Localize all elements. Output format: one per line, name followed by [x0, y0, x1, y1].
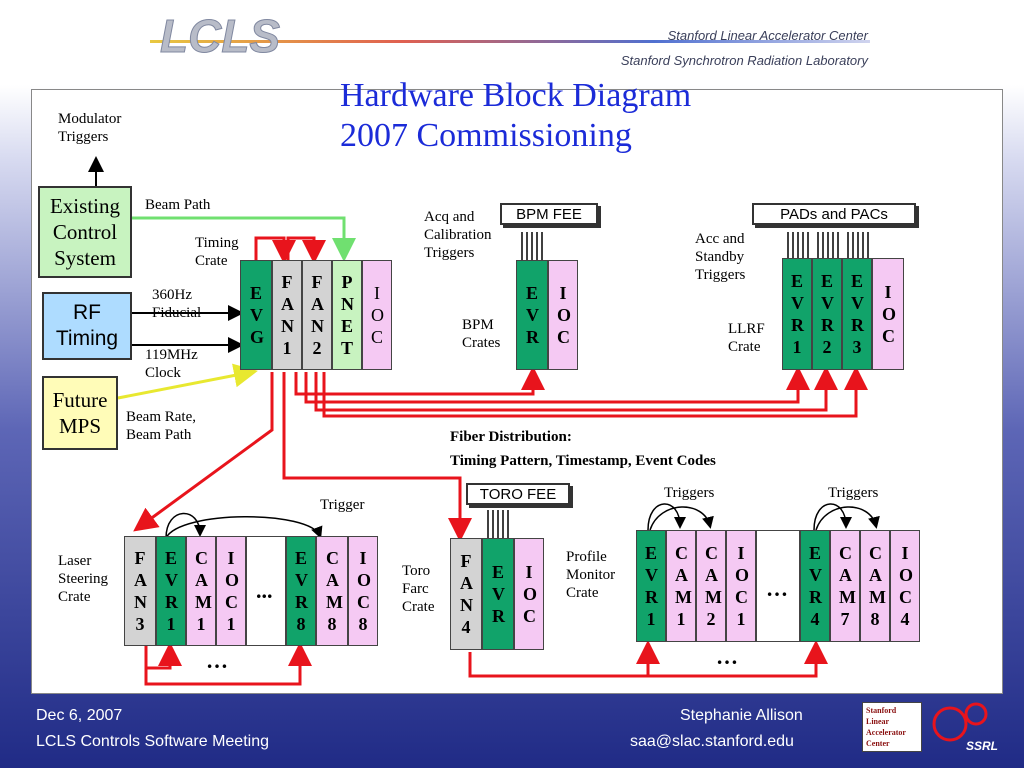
llrf-evr3-module	[842, 258, 872, 370]
bpm-fee-box: BPM FEE	[500, 203, 598, 225]
ssrl-logo	[926, 700, 1004, 756]
profile-evr1-label: EVR1	[645, 543, 658, 629]
laser-mid-dots: ...	[256, 578, 273, 603]
toro-fan4-module	[450, 538, 482, 650]
llrf-crate-label: LLRF Crate	[728, 321, 765, 355]
timing-crate-label: Timing Crate	[195, 235, 239, 269]
profile-evr4-module	[800, 530, 830, 642]
profile-bottom-dots: …	[716, 644, 738, 669]
toro-evr-label: EVR	[492, 562, 505, 626]
fan2-label: FAN2	[311, 272, 324, 358]
llrf-fee-box: PADs and PACs	[752, 203, 916, 225]
llrf-evr1-label: EVR1	[791, 271, 804, 357]
clock-label: 119MHz Clock	[145, 347, 198, 381]
profile-cam2-module	[696, 530, 726, 642]
timing-ioc-module	[362, 260, 392, 370]
bpm-ioc-label: IOC	[557, 283, 572, 347]
title-line-1: Hardware Block Diagram	[340, 77, 692, 114]
ssrl-text: SSRL	[966, 739, 999, 753]
laser-crate-label: Laser Steering Crate	[58, 553, 108, 605]
profile-ioc1-label: IOC1	[735, 543, 750, 629]
laser-fan3-module	[124, 536, 156, 646]
fiber-label-2: Timing Pattern, Timestamp, Event Codes	[450, 453, 716, 469]
bpm-evr-module	[516, 260, 548, 370]
llrf-fee-bundle	[788, 232, 868, 258]
laser-trigger-label: Trigger	[320, 497, 365, 513]
profile-cam1-module	[666, 530, 696, 642]
laser-ioc1-module	[216, 536, 246, 646]
profile-evr4-label: EVR4	[809, 543, 822, 629]
slac-badge: Stanford Linear Accelerator Center	[862, 702, 922, 752]
toro-fee-bundle	[488, 510, 508, 538]
laser-ioc8-label: IOC8	[357, 548, 372, 634]
lcls-logo: LCLS	[160, 10, 281, 62]
llrf-evr2-label: EVR2	[821, 271, 834, 357]
ssrl-ring-small-icon	[966, 704, 986, 724]
beam-rate-label: Beam Rate, Beam Path	[126, 409, 196, 443]
ssrl-ring-icon	[934, 708, 966, 740]
footer-date: Dec 6, 2007	[36, 707, 123, 724]
future-mps-box	[42, 376, 118, 450]
laser-trigger-curve-2	[166, 517, 320, 538]
footer-meeting: LCLS Controls Software Meeting	[36, 733, 269, 750]
laser-cam1-module	[186, 536, 216, 646]
laser-ioc8-module	[348, 536, 378, 646]
laser-cam1-label: CAM1	[195, 548, 212, 634]
fiber-toro	[284, 372, 460, 536]
fan1-fan2-link	[288, 238, 314, 260]
evg-module	[240, 260, 272, 370]
llrf-ioc-label: IOC	[882, 282, 897, 346]
fan1-label: FAN1	[281, 272, 294, 358]
fan2-module	[302, 260, 332, 370]
laser-evr8-module	[286, 536, 316, 646]
future-mps-label: Future MPS	[52, 388, 108, 438]
laser-bottom-dots: …	[206, 648, 228, 673]
profile-triggers-label-1: Triggers	[664, 485, 715, 501]
profile-cam7-module	[830, 530, 860, 642]
toro-fee-box: TORO FEE	[466, 483, 570, 505]
evg-fan1-link	[256, 238, 284, 260]
profile-ioc4-module	[890, 530, 920, 642]
fiber-llrf-2	[316, 372, 826, 410]
profile-ioc4-label: IOC4	[899, 543, 914, 629]
llrf-evr2-module	[812, 258, 842, 370]
footer-email: saa@slac.stanford.edu	[630, 733, 794, 750]
profile-cam7-label: CAM7	[839, 543, 856, 629]
fan1-module	[272, 260, 302, 370]
org-line-2: Stanford Synchrotron Radiation Laboratory	[620, 53, 868, 68]
timing-ioc-label: IOC	[371, 283, 384, 347]
toro-evr-module	[482, 538, 514, 650]
acc-label: Acc and Standby Triggers	[695, 231, 746, 283]
pnet-module	[332, 260, 362, 370]
toro-ioc-label: IOC	[523, 562, 538, 626]
llrf-evr3-label: EVR3	[851, 271, 864, 357]
modulator-label: Modulator Triggers	[58, 111, 122, 145]
profile-triggers-label-2: Triggers	[828, 485, 879, 501]
laser-cam8-label: CAM8	[326, 548, 343, 634]
bpm-crates-label: BPM Crates	[462, 317, 501, 351]
laser-ioc1-label: IOC1	[225, 548, 240, 634]
evg-label: EVG	[250, 283, 265, 347]
laser-fan-evr1	[146, 646, 170, 668]
toro-fan4-label: FAN4	[460, 551, 473, 637]
toro-ioc-module	[514, 538, 544, 650]
fiducial-label: 360Hz Fiducial	[152, 287, 202, 321]
profile-ioc1-module	[726, 530, 756, 642]
acq-label: Acq and Calibration Triggers	[424, 209, 492, 261]
profile-crate-label: Profile Monitor Crate	[566, 549, 616, 601]
profile-mid-dots: …	[766, 576, 788, 601]
laser-fan3-label: FAN3	[134, 548, 147, 634]
bpm-evr-label: EVR	[526, 283, 539, 347]
laser-cam8-module	[316, 536, 348, 646]
footer-author: Stephanie Allison	[680, 707, 803, 724]
bpm-fee-bundle	[522, 232, 542, 260]
toro-crate-label: Toro Farc Crate	[402, 563, 435, 615]
rf-timing-label: RF Timing	[55, 301, 119, 350]
title-line-2: 2007 Commissioning	[340, 117, 632, 154]
profile-evr1-module	[636, 530, 666, 642]
llrf-evr1-module	[782, 258, 812, 370]
pnet-label: PNET	[341, 272, 354, 358]
fiber-laser	[138, 372, 272, 528]
llrf-ioc-module	[872, 258, 904, 370]
beam-path-label: Beam Path	[145, 197, 211, 213]
fiber-profile-1	[470, 646, 648, 676]
profile-cam1-label: CAM1	[675, 543, 692, 629]
org-line-1: Stanford Linear Accelerator Center	[667, 28, 868, 43]
profile-cam2-label: CAM2	[705, 543, 722, 629]
rf-timing-box	[42, 292, 132, 360]
existing-control-box	[38, 186, 132, 278]
laser-evr1-label: EVR1	[165, 548, 178, 634]
fiber-bpm	[296, 372, 533, 394]
laser-evr1-module	[156, 536, 186, 646]
bpm-ioc-module	[548, 260, 578, 370]
fiber-llrf-1	[306, 372, 798, 402]
existing-control-label: Existing Control System	[49, 194, 120, 270]
laser-evr8-label: EVR8	[295, 548, 308, 634]
profile-cam8-label: CAM8	[869, 543, 886, 629]
fiber-label-1: Fiber Distribution:	[450, 429, 572, 445]
profile-cam8-module	[860, 530, 890, 642]
